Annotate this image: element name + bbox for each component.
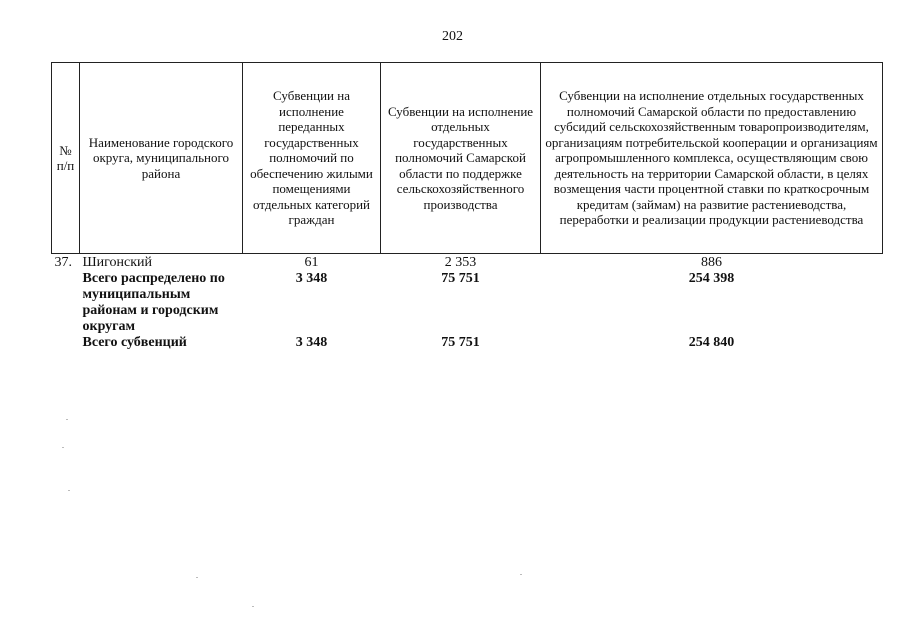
total-subsidies-row (52, 335, 883, 351)
header-number: № п/п (52, 63, 80, 254)
page-number: 202 (442, 29, 463, 44)
total-subsidies-agriculture: 75 751 (441, 335, 480, 350)
total-subsidies-housing: 3 348 (295, 335, 328, 350)
scan-speck (252, 606, 254, 607)
total-distributed-label: Всего распределено по муниципальным районам и городским округам (82, 271, 225, 334)
row-value-housing: 61 (304, 255, 319, 270)
header-interest-rate-subsidies: Субвенции на исполнение отдельных государственных полномочий Самарской области по предоставлению субсидий сельскохозяйственным товаропроизводителям, организациям потребительской кооперации и организациям агропромышленного комплекса, осуществляющим свою деятельность на территории Самарской области, в целях возмещения части процентной ставки по краткосрочным кредитам (займам) на развитие растениеводства, переработки и реализации продукции растениеводства (541, 63, 883, 254)
header-housing-subsidies: Субвенции на исполнение переданных государственных полномочий по обеспечению жилыми помещениями отдельных категорий граждан (243, 63, 381, 254)
header-agriculture-subsidies: Субвенции на исполнение отдельных государственных полномочий Самарской области по поддержке сельскохозяйственного производства (381, 63, 541, 254)
scan-speck (62, 447, 64, 448)
row-number: 37. (54, 255, 72, 270)
scan-speck (66, 419, 68, 420)
total-subsidies-interest: 254 840 (688, 335, 735, 350)
total-subsidies-label: Всего субвенций (82, 335, 187, 350)
table-header-row (52, 63, 883, 254)
subsidy-table (51, 62, 883, 351)
row-value-interest: 886 (701, 255, 722, 270)
header-name: Наименование городского округа, муниципального района (80, 63, 243, 254)
row-value-agriculture: 2 353 (444, 255, 477, 270)
row-name: Шигонский (82, 255, 153, 270)
scan-speck (68, 490, 70, 491)
total-distributed-row (52, 271, 883, 335)
scan-speck (196, 577, 198, 578)
scan-speck (520, 574, 522, 575)
total-distributed-agriculture: 75 751 (441, 271, 480, 286)
total-distributed-interest: 254 398 (688, 271, 735, 286)
total-distributed-housing: 3 348 (295, 271, 328, 286)
table-row (52, 254, 883, 272)
